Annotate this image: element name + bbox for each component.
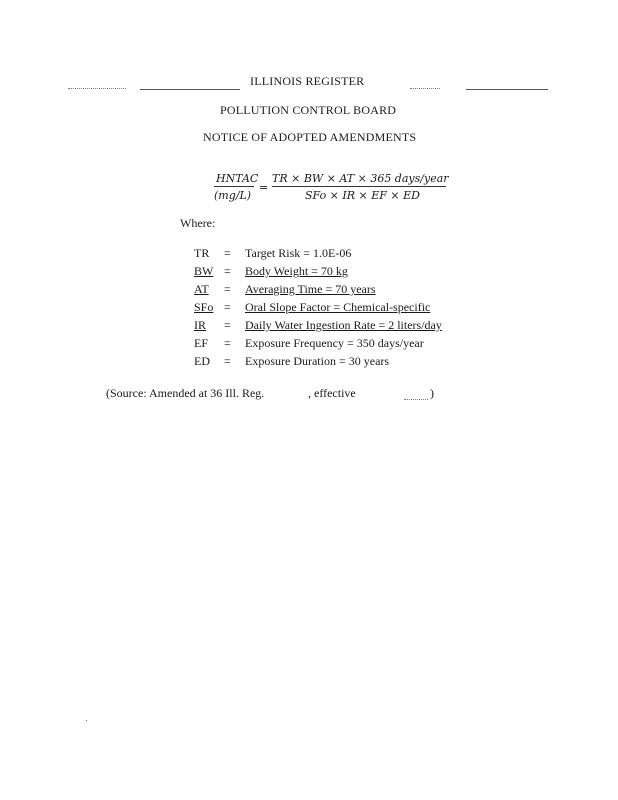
formula-lhs-bottom: (mg/L) <box>214 189 252 202</box>
definition-text: Daily Water Ingestion Rate = 2 liters/day <box>245 318 442 332</box>
page-mark <box>86 720 87 721</box>
formula-lhs-top: HNTAC <box>216 172 259 185</box>
formula-rhs-bar <box>272 186 446 187</box>
definition-text: Oral Slope Factor = Chemical-specific <box>245 300 431 314</box>
definition-abbr: IR <box>194 318 206 332</box>
where-label: Where: <box>180 216 216 230</box>
source-blank-dotted <box>404 399 428 401</box>
definition-equals: = <box>224 246 231 260</box>
formula-equals: = <box>259 181 269 194</box>
header-rule-right-dotted <box>410 88 440 90</box>
definition-equals: = <box>224 318 231 332</box>
formula-numerator: TR × BW × AT × 365 days/year <box>272 172 449 185</box>
board-title: POLLUTION CONTROL BOARD <box>220 103 397 117</box>
header-rule-left <box>140 89 240 90</box>
definition-abbr: EF <box>194 336 209 350</box>
definition-abbr: ED <box>194 354 210 368</box>
formula-denominator: SFo × IR × EF × ED <box>305 189 420 202</box>
definition-abbr: AT <box>194 282 209 296</box>
definition-equals: = <box>224 282 231 296</box>
register-title: ILLINOIS REGISTER <box>250 74 365 88</box>
definition-equals: = <box>224 264 231 278</box>
definition-text: Exposure Duration = 30 years <box>245 354 390 368</box>
definition-text: Body Weight = 70 kg <box>245 264 348 278</box>
header-rule-right <box>466 89 548 90</box>
definition-abbr: SFo <box>194 300 214 314</box>
source-effective: , effective <box>308 386 356 400</box>
header-rule-left-dotted <box>68 88 126 90</box>
definition-abbr: BW <box>194 264 214 278</box>
definition-equals: = <box>224 354 231 368</box>
source-prefix: (Source: Amended at 36 Ill. Reg. <box>106 386 265 400</box>
definition-abbr: TR <box>194 246 210 260</box>
definition-text: Target Risk = 1.0E-06 <box>245 246 352 260</box>
definition-text: Averaging Time = 70 years <box>245 282 376 296</box>
source-close: ) <box>430 386 434 400</box>
definition-text: Exposure Frequency = 350 days/year <box>245 336 424 350</box>
definition-equals: = <box>224 300 231 314</box>
formula-lhs-bar <box>214 186 254 187</box>
notice-title: NOTICE OF ADOPTED AMENDMENTS <box>203 130 417 144</box>
definition-equals: = <box>224 336 231 350</box>
